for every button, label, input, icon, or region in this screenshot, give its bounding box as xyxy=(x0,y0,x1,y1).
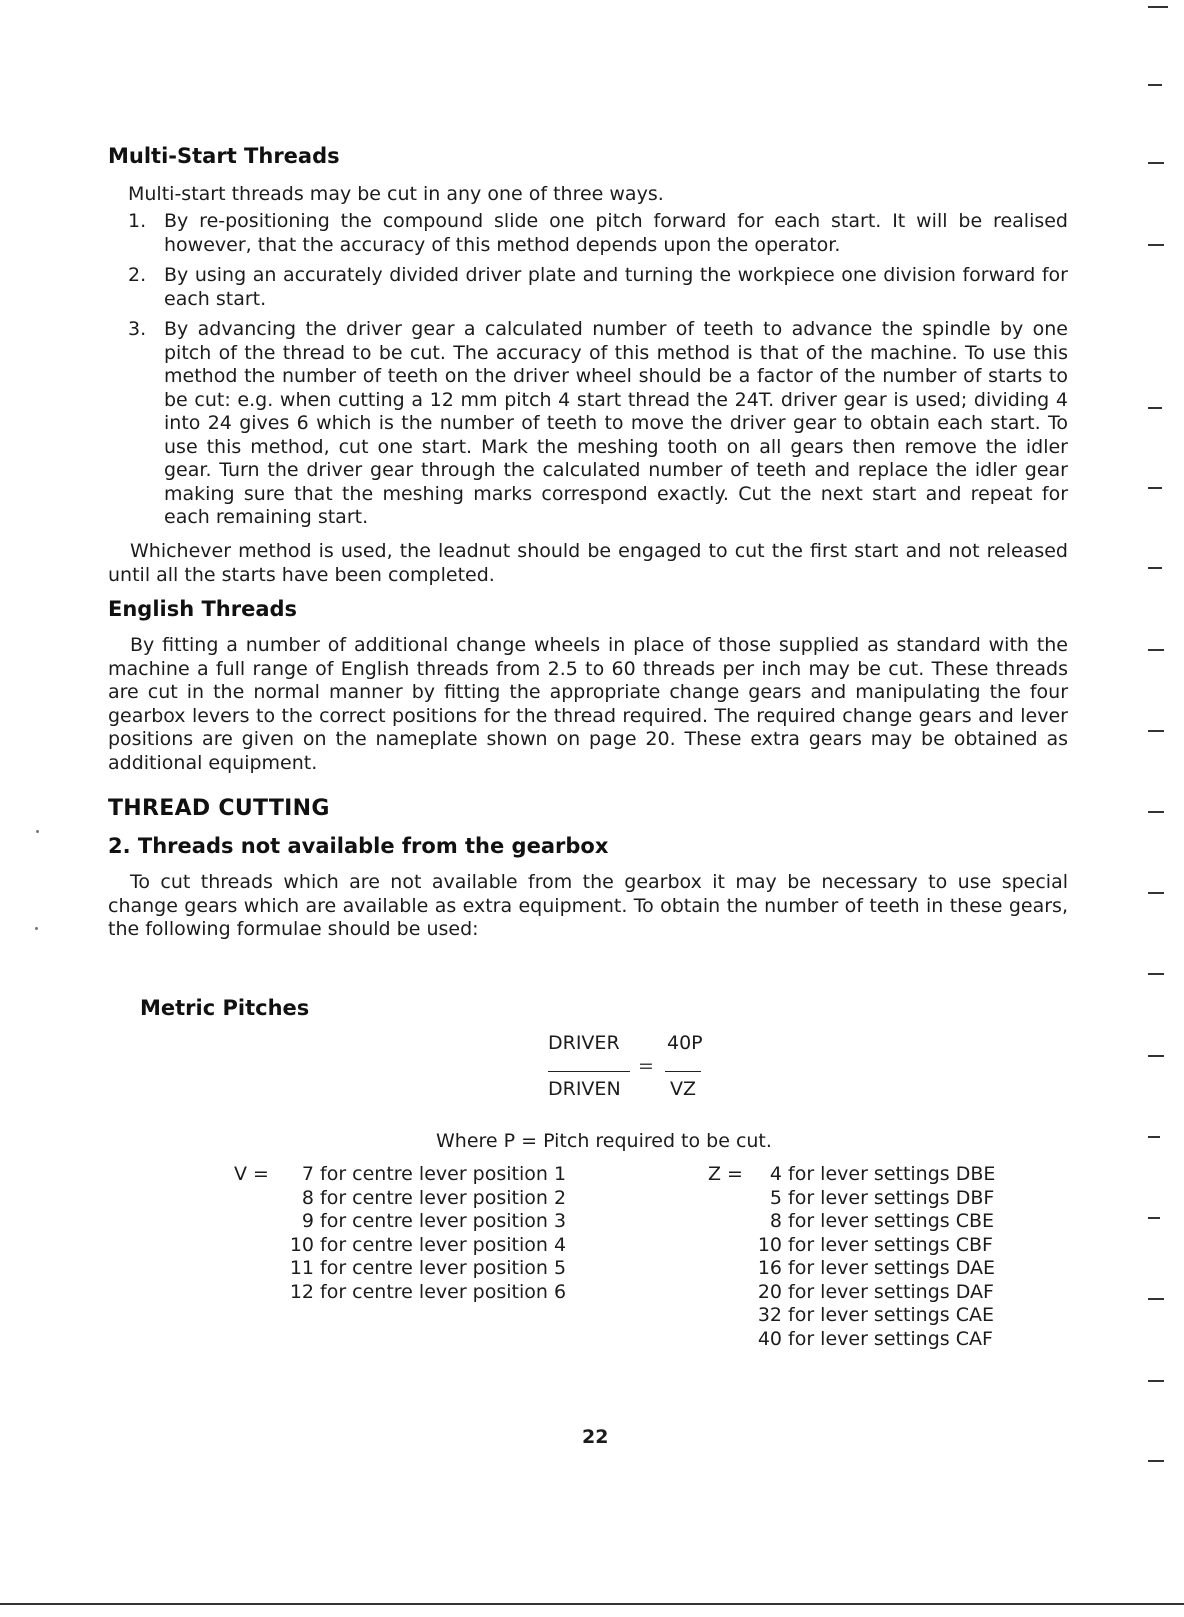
list-item xyxy=(708,1304,995,1328)
scan-margin-mark xyxy=(1148,649,1164,651)
v-value: 9 xyxy=(301,1210,314,1232)
z-description: for lever settings CAF xyxy=(788,1327,993,1350)
threads-not-available-heading: 2. Threads not available from the gearbox xyxy=(108,834,609,858)
z-value: 16 xyxy=(757,1257,782,1279)
scan-margin-mark xyxy=(1148,811,1164,813)
multi-start-intro: Multi-start threads may be cut in any one of three ways. xyxy=(128,183,664,205)
list-item xyxy=(708,1163,995,1187)
multi-start-closing: Whichever method is used, the leadnut should be engaged to cut the first start and not released until all the starts have been completed. xyxy=(108,540,1068,586)
v-description: for centre lever position 5 xyxy=(320,1257,567,1279)
scan-margin-mark xyxy=(1148,1460,1164,1462)
z-label: Z = xyxy=(708,1163,743,1185)
scan-margin-mark xyxy=(1148,84,1162,86)
list-item-text: By re-positioning the compound slide one pitch forward for each start. It will be realised however, that the accuracy of this method depends upon the operator. xyxy=(164,210,1068,256)
bottom-rule xyxy=(0,1603,1184,1605)
z-value: 4 xyxy=(769,1163,782,1185)
list-item xyxy=(234,1210,566,1234)
english-threads-heading: English Threads xyxy=(108,597,298,621)
scan-margin-mark xyxy=(1148,567,1162,569)
v-value: 11 xyxy=(289,1257,314,1279)
scan-margin-mark xyxy=(1148,6,1168,8)
list-item-number: 1. xyxy=(128,210,147,232)
metric-pitches-heading: Metric Pitches xyxy=(140,996,310,1020)
list-item xyxy=(708,1281,995,1305)
v-values-list xyxy=(234,1163,566,1304)
v-description: for centre lever position 3 xyxy=(320,1210,567,1232)
list-item-number: 2. xyxy=(128,264,147,286)
list-item xyxy=(708,1328,995,1352)
fraction-bar xyxy=(665,1071,701,1072)
list-item xyxy=(128,210,1068,257)
formula-denominator: VZ xyxy=(670,1078,697,1100)
z-value: 40 xyxy=(757,1327,782,1350)
list-item xyxy=(708,1187,995,1211)
threads-not-available-body: To cut threads which are not available from the gearbox it may be necessary to use special change gears which are available as extra equipment. To obtain the number of teeth in these gears, the following formulae should be used: xyxy=(108,871,1068,940)
v-description: for centre lever position 2 xyxy=(320,1186,567,1209)
thread-cutting-heading: THREAD CUTTING xyxy=(108,796,330,821)
scan-speck xyxy=(36,830,39,833)
english-threads-body: By fitting a number of additional change wheels in place of those supplied as standard with the machine a full range of English threads from 2.5 to 60 threads per inch may be cut. These threads are cut in the normal manner by fitting the appropriate change gears and manipulating the four gearbox levers to the correct positions for the thread required. The required change gears and lever positions are given on the nameplate shown on page 20. These extra gears may be obtained as additional equipment. xyxy=(108,634,1068,774)
z-value: 20 xyxy=(757,1280,782,1303)
z-value: 32 xyxy=(757,1304,782,1326)
list-item xyxy=(128,264,1068,311)
v-label: V = xyxy=(234,1163,269,1185)
scan-margin-mark xyxy=(1148,244,1164,246)
v-description: for centre lever position 1 xyxy=(320,1163,567,1185)
scan-margin-mark xyxy=(1148,1380,1164,1382)
list-item xyxy=(234,1234,566,1258)
page-number: 22 xyxy=(582,1426,609,1448)
scan-margin-mark xyxy=(1148,487,1162,489)
z-value: 5 xyxy=(769,1186,782,1209)
z-description: for lever settings CAE xyxy=(788,1304,994,1326)
formula-numerator: 40P xyxy=(667,1032,703,1054)
scan-margin-mark xyxy=(1148,1055,1164,1057)
z-description: for lever settings DBE xyxy=(788,1163,996,1185)
v-description: for centre lever position 6 xyxy=(320,1280,567,1303)
pitch-definition: Where P = Pitch required to be cut. xyxy=(436,1130,772,1152)
scan-speck xyxy=(35,927,38,930)
multi-start-heading: Multi-Start Threads xyxy=(108,144,340,168)
scan-margin-mark xyxy=(1148,1217,1160,1219)
list-item xyxy=(708,1257,995,1281)
scan-margin-mark xyxy=(1148,1136,1160,1138)
formula-equals: = xyxy=(638,1055,654,1077)
v-value: 7 xyxy=(301,1163,314,1185)
v-description: for centre lever position 4 xyxy=(320,1233,567,1256)
scan-margin-mark xyxy=(1148,973,1164,975)
list-item xyxy=(234,1163,566,1187)
list-item xyxy=(234,1187,566,1211)
list-item xyxy=(708,1210,995,1234)
v-value: 10 xyxy=(289,1233,314,1256)
z-description: for lever settings DBF xyxy=(788,1186,995,1209)
z-description: for lever settings DAE xyxy=(788,1257,996,1279)
scan-margin-mark xyxy=(1148,730,1164,732)
scan-margin-mark xyxy=(1148,407,1162,409)
z-value: 10 xyxy=(757,1233,782,1256)
v-value: 8 xyxy=(301,1186,314,1209)
list-item xyxy=(128,318,1068,530)
scan-margin-mark xyxy=(1148,892,1164,894)
z-description: for lever settings DAF xyxy=(788,1280,994,1303)
list-item-text: By using an accurately divided driver plate and turning the workpiece one division forward for each start. xyxy=(164,264,1068,310)
z-values-list xyxy=(708,1163,995,1351)
list-item-number: 3. xyxy=(128,318,147,340)
formula-driven: DRIVEN xyxy=(548,1078,621,1100)
method-list xyxy=(128,210,1068,537)
z-description: for lever settings CBE xyxy=(788,1210,995,1232)
fraction-bar xyxy=(548,1071,630,1072)
z-value: 8 xyxy=(769,1210,782,1232)
list-item-text: By advancing the driver gear a calculated number of teeth to advance the spindle by one pitch of the thread to be cut. The accuracy of this method is that of the machine. To use this method the number of teeth on the driver wheel should be a factor of the number of starts to be cut: e.g. when cutting a 12 mm pitch 4 start thread the 24T. driver gear is used; dividing 4 into 24 gives 6 which is the number of teeth to move the driver gear to obtain each start. To use this method, cut one start. Mark the meshing tooth on all gears then remove the idler gear. Turn the driver gear through the calculated number of teeth and replace the idler gear making sure that the meshing marks correspond exactly. Cut the next start and repeat for each remaining start. xyxy=(164,318,1068,528)
gear-ratio-formula xyxy=(548,1032,708,1102)
z-description: for lever settings CBF xyxy=(788,1233,993,1256)
scan-margin-mark xyxy=(1148,1298,1164,1300)
scan-margin-mark xyxy=(1148,162,1164,164)
list-item xyxy=(234,1281,566,1305)
formula-driver: DRIVER xyxy=(548,1032,620,1054)
list-item xyxy=(234,1257,566,1281)
list-item xyxy=(708,1234,995,1258)
v-value: 12 xyxy=(289,1280,314,1303)
